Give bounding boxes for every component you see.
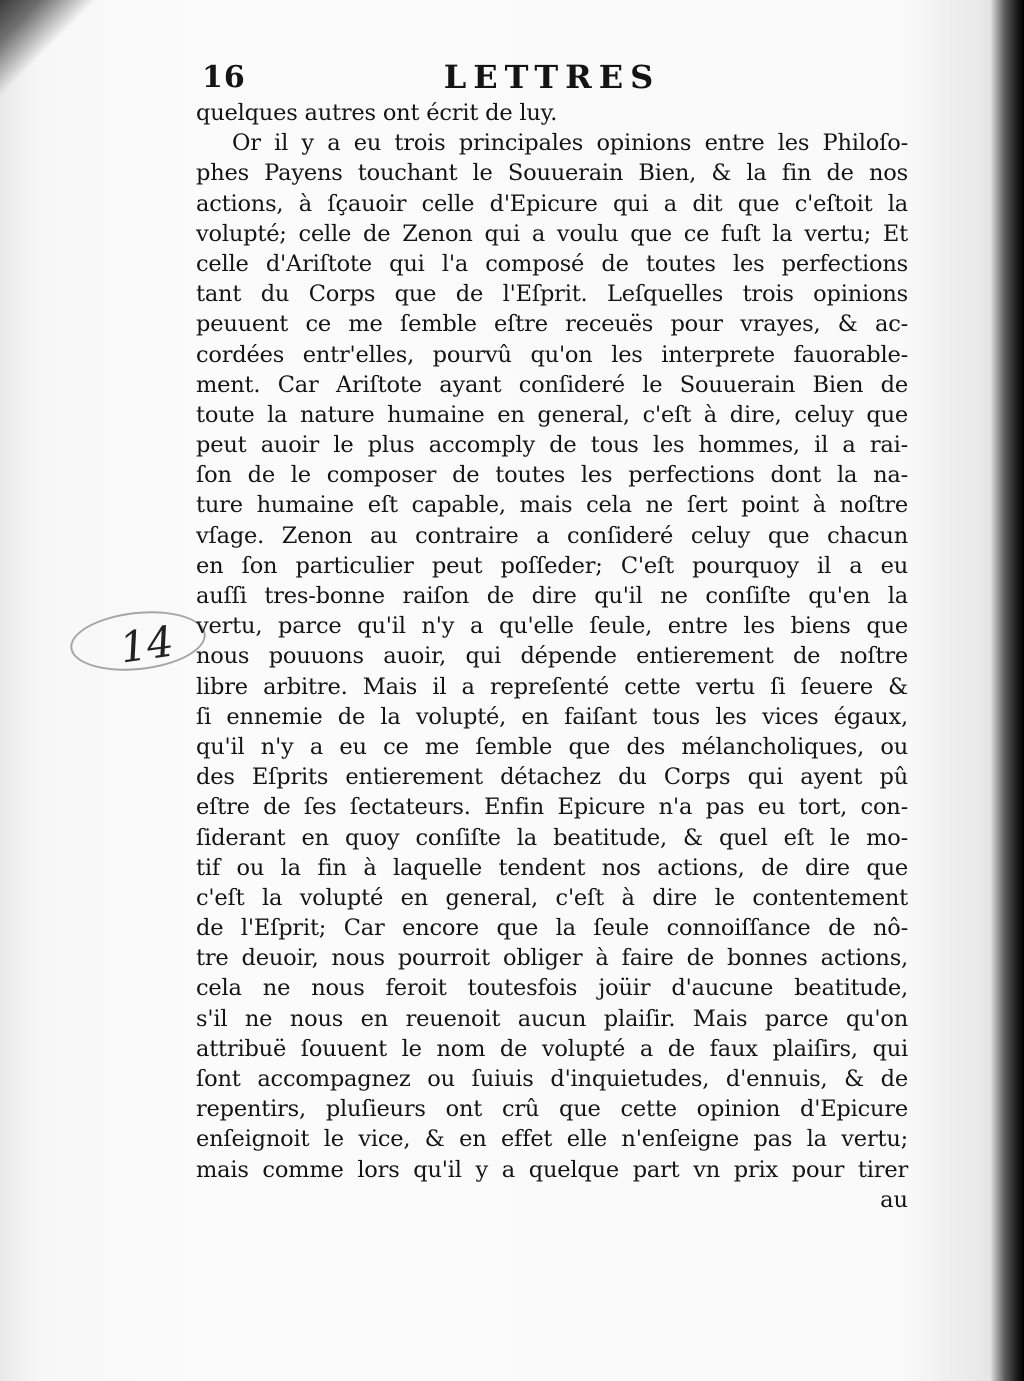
text-line: libre arbitre. Mais il a repreſenté cette vertu ſi ſeuere & xyxy=(196,673,908,700)
body-text xyxy=(196,98,908,1215)
text-line: tre deuoir, nous pourroit obliger à faire de bonnes actions, xyxy=(196,945,908,972)
text-line: phes Payens touchant le Souuerain Bien, & la fin de nos xyxy=(196,160,908,187)
page-corner-shadow xyxy=(0,0,110,120)
text-line: peut auoir le plus accomply de tous les hommes, il a rai- xyxy=(196,432,908,459)
text-line: ſiderant en quoy conſiſte la beatitude, & quel eſt le mo- xyxy=(196,824,908,851)
text-line: mais comme lors qu'il y a quelque part vn prix pour tirer xyxy=(196,1156,908,1183)
handwritten-margin-note: 14 xyxy=(116,616,177,673)
text-line: qu'il n'y a eu ce me ſemble que des mélancholiques, ou xyxy=(196,733,908,760)
text-line: tant du Corps que de l'Eſprit. Leſquelles trois opinions xyxy=(196,281,908,308)
text-line: s'il ne nous en reuenoit aucun plaiſir. Mais parce qu'on xyxy=(196,1005,908,1032)
text-line: ſi ennemie de la volupté, en faiſant tous les vices égaux, xyxy=(196,703,908,730)
text-line: eſtre de ſes ſectateurs. Enfin Epicure n'a pas eu tort, con- xyxy=(196,794,908,821)
text-line: nous pouuons auoir, qui dépende entierement de noſtre xyxy=(196,643,908,670)
text-line: ſont accompagnez ou ſuiuis d'inquietudes, d'ennuis, & de xyxy=(196,1066,908,1092)
text-line: celle d'Ariſtote qui l'a composé de toutes les perfections xyxy=(196,250,908,277)
text-line: tif ou la fin à laquelle tendent nos actions, de dire que xyxy=(196,854,908,881)
text-line: peuuent ce me ſemble eſtre receuës pour vrayes, & ac- xyxy=(196,311,908,338)
text-line: toute la nature humaine en general, c'eſt à dire, celuy que xyxy=(196,401,908,428)
text-line: en ſon particulier peut poſſeder; C'eſt pourquoy il a eu xyxy=(196,552,908,579)
text-line: ment. Car Ariſtote ayant conſideré le Souuerain Bien de xyxy=(196,371,908,398)
text-line: cordées entr'elles, pourvû qu'on les interprete fauorable- xyxy=(196,341,908,368)
text-line: Or il y a eu trois principales opinions entre les Philoſo- xyxy=(232,130,908,157)
running-title: LETTRES xyxy=(443,58,661,96)
text-line: attribuë ſouuent le nom de volupté a de faux plaiſirs, qui xyxy=(196,1035,908,1062)
running-head xyxy=(196,52,908,98)
text-line: c'eſt la volupté en general, c'eſt à dire le contentement xyxy=(196,884,908,911)
text-line: enſeignoit le vice, & en effet elle n'enſeigne pas la vertu; xyxy=(196,1126,908,1153)
binding-edge-shadow xyxy=(1006,0,1024,1381)
text-line: cela ne nous feroit toutesfois joüir d'aucune beatitude, xyxy=(196,975,908,1002)
text-line: vertu, parce qu'il n'y a qu'elle ſeule, entre les biens que xyxy=(196,613,908,640)
text-line: repentirs, pluſieurs ont crû que cette opinion d'Epicure xyxy=(196,1096,908,1123)
catchword: au xyxy=(880,1186,908,1213)
page-number: 16 xyxy=(202,60,246,95)
text-line: auſſi tres-bonne raiſon de dire qu'il ne conſiſte qu'en la xyxy=(196,583,908,609)
book-page xyxy=(196,52,908,1292)
text-line: volupté; celle de Zenon qui a voulu que ce fuſt la vertu; Et xyxy=(196,220,908,247)
text-line: des Eſprits entierement détachez du Corps qui ayent pû xyxy=(196,764,908,791)
text-line: vſage. Zenon au contraire a conſideré celuy que chacun xyxy=(196,522,908,549)
text-line: ſon de le composer de toutes les perfections dont la na- xyxy=(196,462,908,489)
text-line: ture humaine eſt capable, mais cela ne ſert point à noſtre xyxy=(196,492,908,519)
text-line: actions, à ſçauoir celle d'Epicure qui a dit que c'eſtoit la xyxy=(196,190,908,217)
text-line: de l'Eſprit; Car encore que la ſeule connoiſſance de nô- xyxy=(196,915,908,942)
text-line: quelques autres ont écrit de luy. xyxy=(196,100,558,126)
